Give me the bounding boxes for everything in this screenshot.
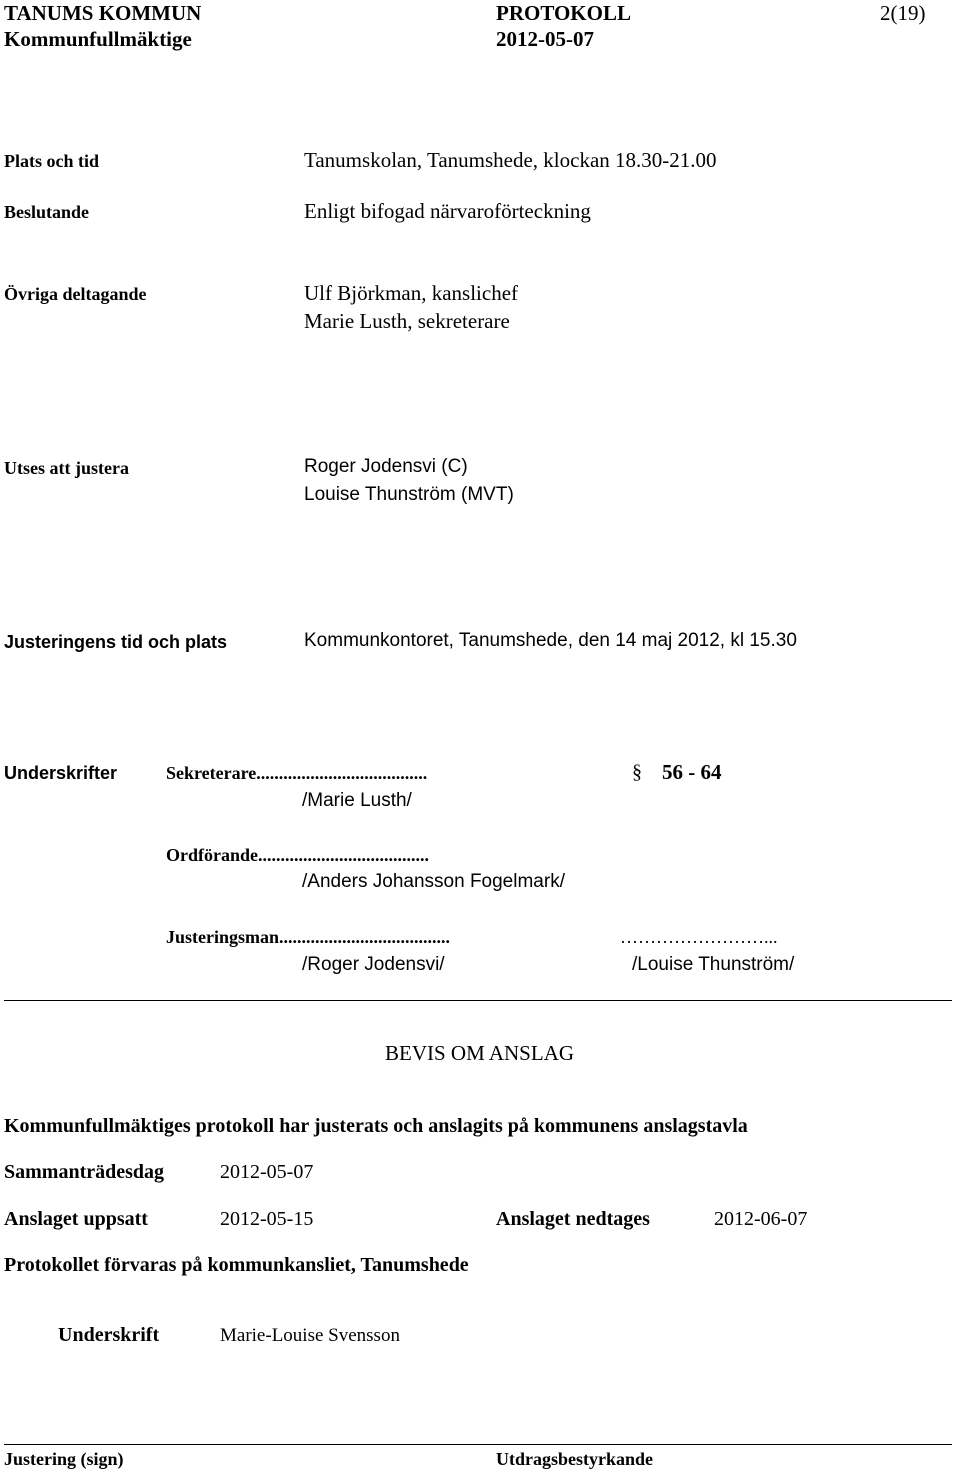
- others-item: Marie Lusth, sekreterare: [304, 309, 510, 333]
- header-body: Kommunfullmäktige: [4, 27, 192, 51]
- adjusters-label: Utses att justera: [4, 458, 129, 478]
- signature-label: Underskrift: [58, 1324, 160, 1346]
- adjuster-signature-dots: ……………………...: [620, 927, 778, 947]
- header-page-number: 2(19): [880, 1, 926, 25]
- paragraph-range: 56 - 64: [662, 760, 722, 784]
- adjuster-signature-label: Justeringsman......................................: [166, 927, 451, 947]
- secretary-label: Sekreterare......................................: [166, 763, 428, 783]
- adjuster1-name: /Roger Jodensvi/: [302, 954, 445, 975]
- secretary-name: /Marie Lusth/: [302, 790, 412, 811]
- adjuster-item: Louise Thunström (MVT): [304, 484, 514, 505]
- chair-name: /Anders Johansson Fogelmark/: [302, 871, 565, 892]
- others-item: Ulf Björkman, kanslichef: [304, 281, 519, 305]
- notice-statement: Kommunfullmäktiges protokoll har justerats och anslagits på kommunens anslagstavla: [4, 1115, 748, 1137]
- others-label: Övriga deltagande: [4, 284, 147, 304]
- deciding-value: Enligt bifogad närvaroförteckning: [304, 199, 591, 223]
- place-label: Plats och tid: [4, 151, 100, 171]
- header-doc-type: PROTOKOLL: [496, 1, 631, 25]
- removed-label: Anslaget nedtages: [496, 1208, 650, 1230]
- storage-statement: Protokollet förvaras på kommunkansliet, Tanumshede: [4, 1254, 469, 1276]
- footer-divider: [4, 1444, 952, 1445]
- section-sign-icon: §: [632, 761, 642, 783]
- signatures-label: Underskrifter: [4, 763, 118, 783]
- adjuster2-name: /Louise Thunström/: [632, 954, 795, 975]
- signature-name: Marie-Louise Svensson: [220, 1325, 400, 1346]
- adjuster-item: Roger Jodensvi (C): [304, 456, 468, 477]
- adjust-time-label: Justeringens tid och plats: [4, 632, 228, 652]
- deciding-label: Beslutande: [4, 202, 90, 222]
- place-value: Tanumskolan, Tanumshede, klockan 18.30-21.00: [304, 148, 717, 172]
- meeting-date-label: Sammanträdesdag: [4, 1161, 165, 1183]
- posted-label: Anslaget uppsatt: [4, 1208, 148, 1230]
- header-date: 2012-05-07: [496, 27, 594, 51]
- divider: [4, 1000, 952, 1001]
- removed-date: 2012-06-07: [714, 1208, 808, 1230]
- footer-extract-certification: Utdragsbestyrkande: [496, 1449, 654, 1469]
- footer-adjustment-sign: Justering (sign): [4, 1449, 124, 1469]
- meeting-date: 2012-05-07: [220, 1161, 314, 1183]
- notice-title: BEVIS OM ANSLAG: [385, 1041, 575, 1065]
- posted-date: 2012-05-15: [220, 1208, 314, 1230]
- chair-label: Ordförande......................................: [166, 845, 429, 865]
- header-org: TANUMS KOMMUN: [4, 1, 202, 25]
- adjust-time-value: Kommunkontoret, Tanumshede, den 14 maj 2012, kl 15.30: [304, 630, 797, 651]
